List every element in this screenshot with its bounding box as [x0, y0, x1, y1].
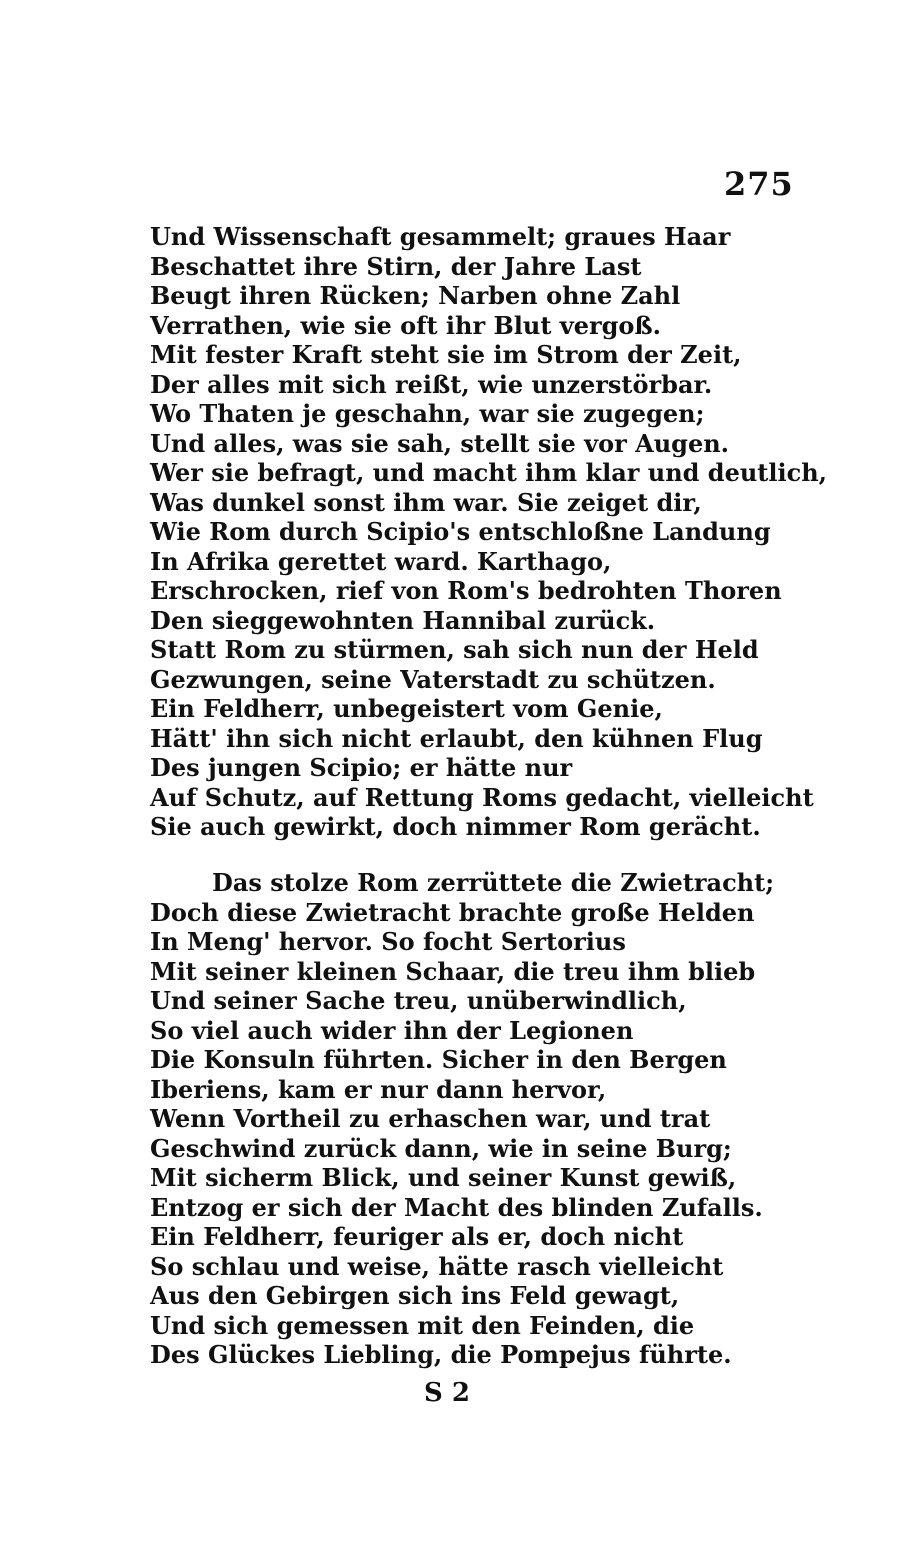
- text-line: Iberiens, kam er nur dann hervor,: [150, 1074, 607, 1104]
- stanza-2: [150, 868, 775, 1370]
- text-line: Mit sicherm Blick, und seiner Kunst gewiß,: [150, 1163, 737, 1192]
- text-line: Was dunkel sonst ihm war. Sie zeiget dir,: [150, 487, 702, 517]
- text-line: Mit fester Kraft steht sie im Strom der Zeit,: [150, 340, 742, 369]
- text-line: Und seiner Sache treu, unüberwindlich,: [150, 986, 687, 1015]
- text-line: Wie Rom durch Scipio's entschloßne Landung: [150, 517, 771, 546]
- text-line: Aus den Gebirgen sich ins Feld gewagt,: [150, 1281, 680, 1310]
- text-line: Das stolze Rom zerrüttete die Zwietracht;: [212, 868, 775, 897]
- text-line: Wo Thaten je geschahn, war sie zugegen;: [150, 399, 705, 428]
- text-line: So schlau und weise, hätte rasch vielleicht: [150, 1251, 724, 1281]
- text-line: Mit seiner kleinen Schaar, die treu ihm blieb: [150, 956, 756, 986]
- text-line: Wer sie befragt, und macht ihm klar und deutlich,: [150, 458, 828, 487]
- page-number: 275: [724, 165, 794, 203]
- text-line: Die Konsuln führten. Sicher in den Bergen: [150, 1045, 727, 1074]
- text-line: Beugt ihren Rücken; Narben ohne Zahl: [150, 281, 681, 310]
- text-line: Erschrocken, rief von Rom's bedrohten Thoren: [150, 576, 782, 605]
- text-line: Und alles, was sie sah, stellt sie vor Augen.: [150, 428, 730, 458]
- text-line: Des Glückes Liebling, die Pompejus führte.: [150, 1340, 732, 1369]
- text-line: Sie auch gewirkt, doch nimmer Rom gerächt.: [150, 812, 761, 841]
- text-line: Doch diese Zwietracht brachte große Helden: [150, 897, 755, 927]
- text-line: Geschwind zurück dann, wie in seine Burg;: [150, 1133, 732, 1163]
- text-line: Des jungen Scipio; er hätte nur: [150, 753, 573, 782]
- text-line: Und Wissenschaft gesammelt; graues Haar: [150, 222, 731, 251]
- text-line: Statt Rom zu stürmen, sah sich nun der Held: [150, 635, 759, 664]
- text-line: Beschattet ihre Stirn, der Jahre Last: [150, 251, 642, 281]
- text-line: Ein Feldherr, unbegeistert vom Genie,: [150, 694, 663, 723]
- text-line: In Afrika gerettet ward. Karthago,: [150, 546, 612, 576]
- text-line: Verrathen, wie sie oft ihr Blut vergoß.: [150, 310, 662, 340]
- text-line: So viel auch wider ihn der Legionen: [150, 1015, 634, 1045]
- text-line: Hätt' ihn sich nicht erlaubt, den kühnen Flug: [150, 723, 763, 753]
- text-line: In Meng' hervor. So focht Sertorius: [150, 927, 626, 956]
- signature-mark: S 2: [424, 1378, 470, 1408]
- stanza-1: [150, 222, 828, 842]
- text-line: Und sich gemessen mit den Feinden, die: [150, 1310, 695, 1340]
- text-line: Ein Feldherr, feuriger als er, doch nicht: [150, 1222, 684, 1251]
- text-line: Auf Schutz, auf Rettung Roms gedacht, vielleicht: [150, 782, 814, 812]
- text-line: Den sieggewohnten Hannibal zurück.: [150, 605, 656, 635]
- text-line: Wenn Vortheil zu erhaschen war, und trat: [150, 1104, 711, 1133]
- text-line: Gezwungen, seine Vaterstadt zu schützen.: [150, 664, 716, 694]
- text-line: Entzog er sich der Macht des blinden Zufalls.: [150, 1192, 763, 1222]
- text-line: Der alles mit sich reißt, wie unzerstörbar.: [150, 369, 713, 399]
